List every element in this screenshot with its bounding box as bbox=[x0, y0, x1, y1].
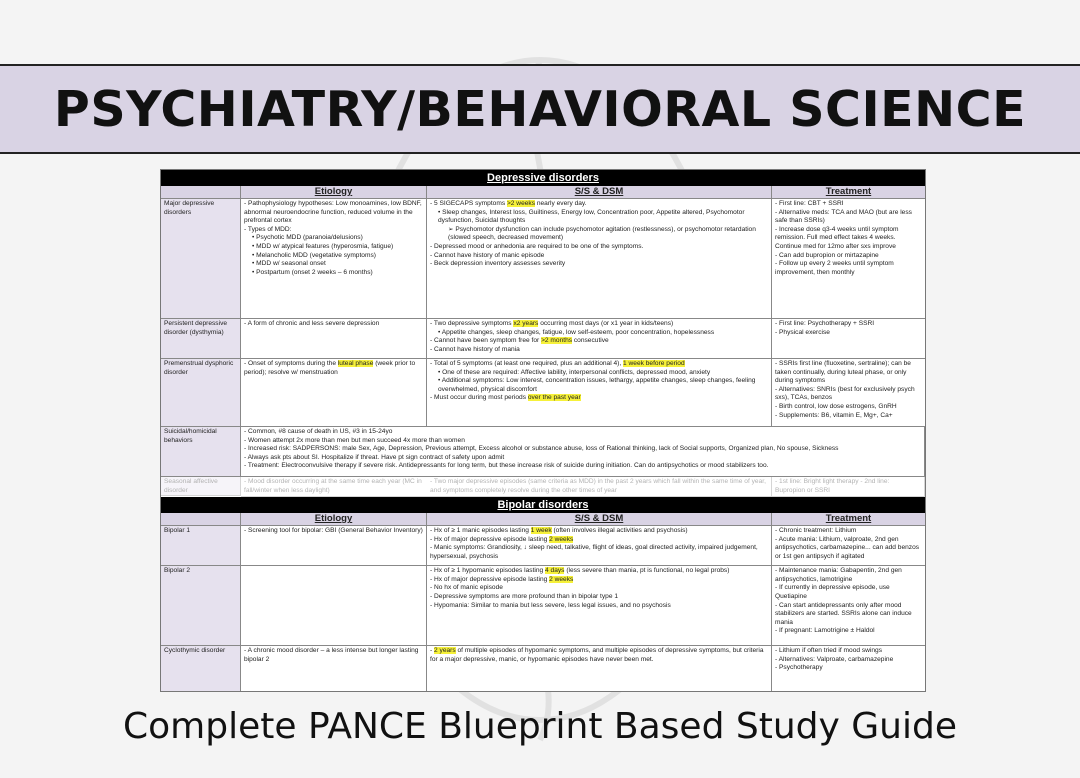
treatment-cell bbox=[772, 526, 925, 566]
text-line: - Can start antidepressants only after mood stabilizers are started. SSRIs alone can induce mania bbox=[775, 601, 912, 626]
etiology-cell: - Mood disorder occurring at the same time each year (MC in fall/winter when less daylight) bbox=[241, 477, 427, 497]
study-guide-sheet bbox=[160, 169, 926, 692]
condition-name: Bipolar 2 bbox=[161, 566, 241, 646]
ss-cell bbox=[427, 199, 772, 319]
text-line: - Lithium if often tried if mood swings bbox=[775, 647, 883, 655]
text-line: - Manic symptoms: Grandiosity, ↓ sleep need, talkative, flight of ideas, goal directed activity, impaired judgement, hypersexual, psychosis bbox=[430, 544, 758, 560]
title-banner bbox=[0, 64, 1080, 154]
text-line: - Chronic treatment: Lithium bbox=[775, 527, 857, 535]
ss-cell bbox=[427, 319, 772, 359]
treatment-cell: - 1st line: Bright light therapy - 2nd line: Bupropion or SSRI bbox=[772, 477, 925, 497]
text-line: - A form of chronic and less severe depression bbox=[244, 320, 380, 327]
header-etiology: Etiology bbox=[241, 513, 427, 526]
text-line: - First line: Psychotherapy + SSRI bbox=[775, 320, 875, 327]
text-line: • MDD w/ atypical features (hyperosmia, fatigue) bbox=[252, 242, 394, 250]
header-treatment: Treatment bbox=[772, 186, 925, 199]
text-line: - Two depressive symptoms x2 years occurring most days (or x1 year in kids/teens) bbox=[430, 320, 674, 327]
header-blank bbox=[161, 186, 241, 199]
text-line: - Treatment: Electroconvulsive therapy if severe risk. Antidepressants for long term, but these increase risk of suicide during initiation. Can do antipsychotics or mood stabilizers too. bbox=[244, 462, 769, 470]
text-line: - Beck depression inventory assesses severity bbox=[430, 260, 566, 268]
text-line: - Pathophysiology hypotheses: Low monoamines, low BDNF, abnormal neuroendocrine function, reduced volume in the prefrontal cortex bbox=[244, 200, 422, 225]
highlight: luteal phase bbox=[337, 360, 374, 367]
text-line: - Women attempt 2x more than men but men succeed 4x more than women bbox=[244, 436, 465, 444]
text-line: - Hx of major depressive episode lasting 2 weeks bbox=[430, 535, 574, 543]
text-line: • Psychotic MDD (paranoia/delusions) bbox=[252, 234, 363, 242]
text-line: • Additional symptoms: Low interest, concentration issues, lethargy, appetite changes, sleep changes, feeling overwhelmed, physical discomfort bbox=[438, 377, 756, 393]
text-line: - Depressive symptoms are more profound than in bipolar type 1 bbox=[430, 592, 619, 600]
text-line: - Increased risk: SADPERSONS: male Sex, Age, Depression, Previous attempt, Excess alcohol or substance abuse, loss of Rational thinking, lack of Social supports, Organized plan, No spouse, Sickness bbox=[244, 445, 839, 453]
text-line: - Cannot have history of mania bbox=[430, 345, 520, 353]
text-line: - Hx of ≥ 1 manic episodes lasting 1 week (often involves illegal activities and psychosis) bbox=[430, 527, 688, 535]
text-line: • MDD w/ seasonal onset bbox=[252, 260, 326, 268]
text-line: - Screening tool for bipolar: GBI (General Behavior Inventory) bbox=[244, 527, 423, 535]
condition-name: Seasonal affective disorder bbox=[161, 477, 241, 496]
text-line: - Cannot have been symptom free for >2 months consecutive bbox=[430, 337, 609, 345]
treatment-cell bbox=[772, 359, 925, 427]
footer-tagline: Complete PANCE Blueprint Based Study Guide bbox=[123, 706, 957, 747]
highlight: 4 days bbox=[545, 567, 565, 575]
table-body-bipolar bbox=[161, 526, 925, 692]
column-headers bbox=[161, 513, 925, 526]
etiology-cell bbox=[241, 319, 427, 359]
text-line: - Birth control, low dose estrogens, GnRH bbox=[775, 402, 897, 410]
treatment-cell bbox=[772, 199, 925, 319]
text-line: - SSRIs first line (fluoxetine, sertraline); can be taken continually, during luteal phase, or only during symptoms bbox=[775, 360, 911, 385]
ss-cell bbox=[427, 359, 772, 427]
suicidal-cell bbox=[241, 427, 925, 477]
header-ss: S/S & DSM bbox=[427, 186, 772, 199]
highlight: 1 week before period bbox=[623, 360, 685, 367]
highlight: x2 years bbox=[513, 320, 539, 327]
etiology-cell bbox=[241, 646, 427, 692]
text-line: - Cannot have history of manic episode bbox=[430, 251, 545, 259]
ss-cell bbox=[427, 526, 772, 566]
ss-cell bbox=[427, 646, 772, 692]
header-ss: S/S & DSM bbox=[427, 513, 772, 526]
ss-cell bbox=[427, 566, 772, 646]
text-line: • One of these are required: Affective lability, interpersonal conflicts, depressed mood, anxiety bbox=[438, 368, 711, 376]
etiology-cell bbox=[241, 359, 427, 427]
condition-name: Bipolar 1 bbox=[161, 526, 241, 566]
condition-name: Premenstrual dysphoric disorder bbox=[161, 359, 241, 427]
text-line: - Hypomania: Similar to mania but less severe, less legal issues, and no psychosis bbox=[430, 601, 671, 609]
text-line: - Acute mania: Lithium, valproate, 2nd gen antipsychotics, carbamazepine... can add benzos or 1st gen antipsych if agitated bbox=[775, 535, 920, 560]
condition-name: Suicidal/homicidal behaviors bbox=[161, 427, 241, 477]
column-headers bbox=[161, 186, 925, 199]
text-line: - No hx of manic episode bbox=[430, 584, 503, 592]
text-line: - Can add bupropion or mirtazapine bbox=[775, 251, 879, 259]
text-line: - Maintenance mania: Gabapentin, 2nd gen antipsychotics, lamotrigine bbox=[775, 567, 902, 583]
text-line: • Sleep changes, Interest loss, Guiltiness, Energy low, Concentration poor, Appetite altered, Psychomotor dysfunction, Suicidal thoughts bbox=[438, 208, 745, 225]
ss-cell: - Two major depressive episodes (same criteria as MDD) in the past 2 years which fall within the same time of year, and symptoms completely resolve during the other times of year bbox=[427, 477, 772, 497]
highlight: >2 weeks bbox=[506, 200, 535, 207]
text-line: - If pregnant: Lamotrigine ± Haldol bbox=[775, 627, 875, 635]
text-line: - Always ask pts about SI. Hospitalize if threat. Have pt sign contract of safety upon admit bbox=[244, 453, 505, 461]
highlight: 2 years bbox=[434, 647, 456, 655]
text-line: - Follow up every 2 weeks until symptom improvement, then monthly bbox=[775, 260, 894, 276]
text-line: - 5 SIGECAPS symptoms >2 weeks nearly every day. bbox=[430, 200, 587, 207]
text-line: • Appetite changes, sleep changes, fatigue, low self-esteem, poor concentration, hopelessness bbox=[438, 328, 715, 336]
condition-name: Persistent depressive disorder (dysthymia) bbox=[161, 319, 241, 359]
text-line: - Types of MDD: bbox=[244, 225, 292, 233]
text-line: - 2 years of multiple episodes of hypomanic symptoms, and multiple episodes of depressive symptoms, but criteria for a major depressive, manic, or hypomanic episodes have never been met. bbox=[430, 647, 764, 663]
text-line: - Supplements: B6, vitamin E, Mg+, Ca+ bbox=[775, 411, 893, 419]
highlight: 2 weeks bbox=[549, 535, 574, 543]
highlight: 2 weeks bbox=[549, 575, 574, 583]
section-header-depressive: Depressive disorders bbox=[161, 170, 925, 186]
etiology-cell bbox=[241, 566, 427, 646]
header-blank bbox=[161, 513, 241, 526]
text-line: - Alternatives: SNRIs (best for exclusively psych sxs), TCAs, benzos bbox=[775, 385, 915, 402]
text-line: - If currently in depressive episode, use Quetiapine bbox=[775, 584, 890, 600]
text-line: - Hx of ≥ 1 hypomanic episodes lasting 4 days (less severe than mania, pt is functional, no legal probs) bbox=[430, 567, 730, 575]
highlight: over the past year bbox=[527, 394, 581, 402]
text-line: - Common, #8 cause of death in US, #3 in 15-24yo bbox=[244, 428, 393, 435]
table-body-depressive bbox=[161, 199, 925, 497]
text-line: - Physical exercise bbox=[775, 328, 830, 336]
text-line: - Increase dose q3-4 weeks until symptom remission. Full med effect takes 4 weeks. Continue med for 12mo after sxs improve bbox=[775, 225, 899, 250]
header-etiology: Etiology bbox=[241, 186, 427, 199]
text-line: - Alternatives: Valproate, carbamazepine bbox=[775, 655, 894, 663]
text-line: - Alternative meds: TCA and MAO (but are less safe than SSRIs) bbox=[775, 208, 912, 225]
highlight: >2 months bbox=[541, 337, 573, 345]
text-line: - Total of 5 symptoms (at least one required, plus an additional 4), 1 week before period bbox=[430, 360, 685, 367]
condition-name: Cyclothymic disorder bbox=[161, 646, 241, 692]
section-header-bipolar: Bipolar disorders bbox=[161, 497, 925, 513]
text-line: - Onset of symptoms during the luteal phase (week prior to period); resolve w/ menstruation bbox=[244, 360, 416, 376]
text-line: - First line: CBT + SSRI bbox=[775, 200, 844, 207]
header-treatment: Treatment bbox=[772, 513, 925, 526]
text-line: • Melancholic MDD (vegetative symptoms) bbox=[252, 251, 376, 259]
text-line: ➢ Psychomotor dysfunction can include psychomotor agitation (restlessness), or psychomotor retardation (slowed speech, decreased movement) bbox=[448, 225, 756, 242]
treatment-cell bbox=[772, 646, 925, 692]
treatment-cell bbox=[772, 566, 925, 646]
text-line: - Must occur during most periods over the past year bbox=[430, 394, 581, 402]
text-line: - Depressed mood or anhedonia are required to be one of the symptoms. bbox=[430, 242, 644, 250]
text-line: - A chronic mood disorder – a less intense but longer lasting bipolar 2 bbox=[244, 647, 419, 663]
etiology-cell bbox=[241, 526, 427, 566]
condition-name: Major depressive disorders bbox=[161, 199, 241, 319]
text-line: - Hx of major depressive episode lasting 2 weeks bbox=[430, 575, 574, 583]
page-title: PSYCHIATRY/BEHAVIORAL SCIENCE bbox=[53, 80, 1027, 138]
text-line: - Psychotherapy bbox=[775, 664, 823, 672]
etiology-cell bbox=[241, 199, 427, 319]
treatment-cell bbox=[772, 319, 925, 359]
text-line: • Postpartum (onset 2 weeks – 6 months) bbox=[252, 268, 373, 276]
highlight: 1 week bbox=[530, 527, 552, 535]
